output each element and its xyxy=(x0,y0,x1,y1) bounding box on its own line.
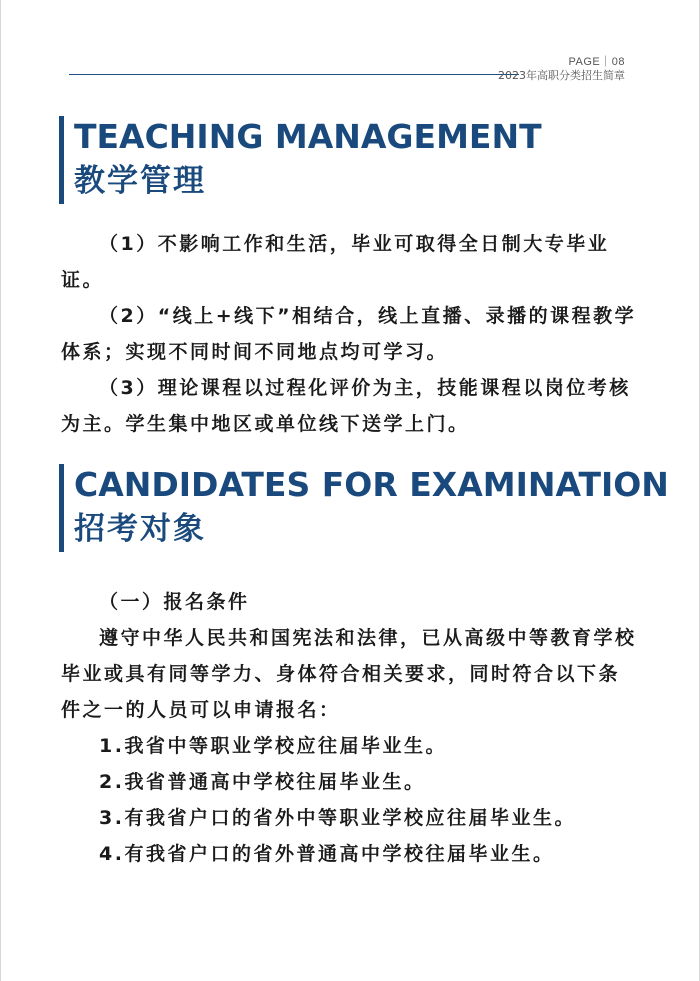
registration-conditions-heading: （一）报名条件 xyxy=(99,591,250,613)
brochure-subtitle: 2023年高职分类招生简章 xyxy=(498,69,625,82)
teaching-paragraph-1: （1）不影响工作和生活，毕业可取得全日制大专毕业证。 xyxy=(61,233,610,291)
candidates-body xyxy=(61,584,641,872)
candidates-title-en: CANDIDATES FOR EXAMINATION xyxy=(74,465,669,504)
condition-item-1: 1.我省中等职业学校应往届毕业生。 xyxy=(99,735,447,757)
condition-item-3: 3.有我省户口的省外中等职业学校应往届毕业生。 xyxy=(99,807,576,829)
teaching-paragraph-2: （2）“线上+线下”相结合，线上直播、录播的课程教学体系；实现不同时间不同地点均可学习。 xyxy=(61,305,637,363)
teaching-heading xyxy=(59,116,542,204)
condition-item-4: 4.有我省户口的省外普通高中学校往届毕业生。 xyxy=(99,843,555,865)
header-divider xyxy=(69,74,519,75)
candidates-heading xyxy=(59,464,669,552)
page-number: PAGE｜08 xyxy=(568,56,625,68)
candidates-title-cn: 招考对象 xyxy=(74,511,206,547)
teaching-paragraph-3: （3）理论课程以过程化评价为主，技能课程以岗位考核为主。学生集中地区或单位线下送学上门。 xyxy=(61,377,631,435)
condition-item-2: 2.我省普通高中学校往届毕业生。 xyxy=(99,771,426,793)
candidates-intro: 遵守中华人民共和国宪法和法律，已从高级中等教育学校毕业或具有同等学力、身体符合相关要求，同时符合以下条件之一的人员可以申请报名： xyxy=(61,627,637,721)
teaching-title-cn: 教学管理 xyxy=(74,163,206,199)
teaching-title-en: TEACHING MANAGEMENT xyxy=(74,117,542,156)
teaching-body xyxy=(61,226,641,442)
